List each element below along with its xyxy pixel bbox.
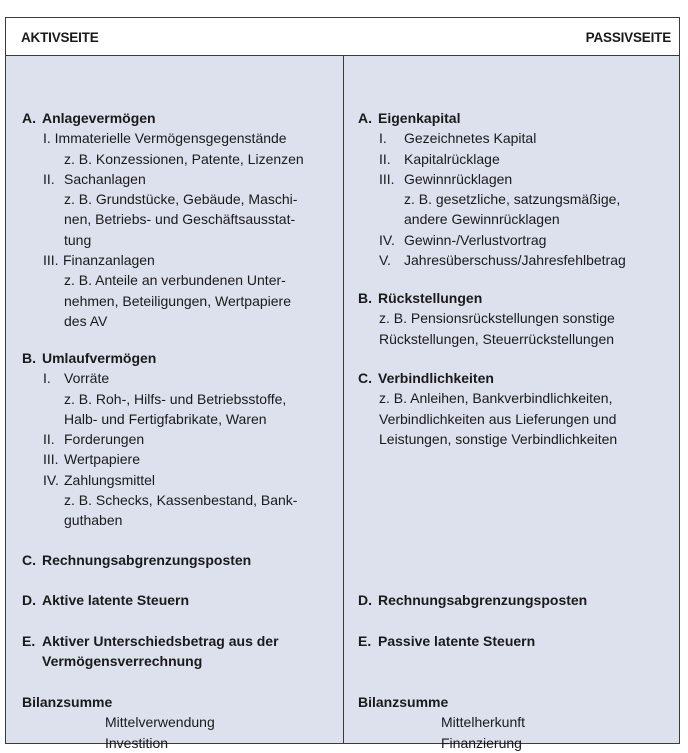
column-divider (343, 56, 344, 743)
investition-text: Investition (105, 734, 169, 751)
aktiv-section-b (22, 348, 337, 531)
list-item: I. Gezeichnetes Kapital (379, 130, 537, 147)
example-text: Verbindlichkeiten aus Lieferungen und (379, 410, 617, 427)
section-title: D. Aktive latente Steuern (22, 592, 190, 608)
aktiv-section-a (22, 108, 337, 331)
table-header (6, 18, 679, 56)
list-item: I. Vorräte (43, 370, 110, 387)
example-text: z. B. gesetzliche, satzungsmäßige, (404, 191, 621, 208)
mittelherkunft-text: Mittelherkunft (441, 714, 526, 731)
section-title: B. Umlaufvermögen (22, 350, 157, 366)
mittelverwendung-text: Mittelverwendung (105, 714, 215, 731)
section-title: D. Rechnungsabgrenzungsposten (358, 592, 588, 608)
list-item: III. Wertpapiere (43, 451, 141, 468)
example-text: z. B. Pensionsrückstellungen sonstige (379, 310, 615, 327)
list-item: I. Immaterielle Vermögensgegenstände (43, 130, 287, 147)
list-item: III. Gewinnrücklagen (379, 170, 513, 187)
passiv-section-e (358, 631, 678, 651)
example-text: Halb- und Fertigfabrikate, Waren (64, 410, 267, 427)
section-title: E. Aktiver Unterschiedsbetrag aus der (22, 633, 279, 649)
finanzierung-text: Finanzierung (441, 734, 522, 751)
section-title-cont: Vermögensverrechnung (42, 653, 203, 670)
header-aktivseite: AKTIVSEITE (21, 30, 99, 45)
list-item: II. Forderungen (43, 431, 145, 448)
section-title: B. Rückstellungen (358, 290, 483, 306)
list-item: III. Finanzanlagen (43, 252, 155, 269)
aktiv-section-e (22, 631, 337, 672)
example-text: guthaben (64, 512, 123, 529)
section-title: C. Verbindlichkeiten (358, 370, 494, 386)
passiv-section-d (358, 590, 678, 610)
bilanzsumme-label: Bilanzsumme (22, 694, 113, 710)
aktiv-bilanzsumme (22, 692, 337, 753)
section-title: A. Eigenkapital (358, 110, 461, 126)
example-text: z. B. Roh-, Hilfs- und Betriebsstoffe, (64, 390, 287, 407)
passiv-section-a (358, 108, 678, 270)
example-text: Rückstellungen, Steuerrückstellungen (379, 330, 615, 347)
example-text: Leistungen, sonstige Verbindlichkeiten (379, 430, 618, 447)
example-text: nehmen, Beteiligungen, Wertpapiere (64, 292, 292, 309)
example-text: z. B. Anleihen, Bankverbindlichkeiten, (379, 390, 613, 407)
list-item: IV. Gewinn-/Verlustvortrag (379, 231, 547, 248)
balance-sheet-table (5, 17, 680, 751)
example-text: z. B. Schecks, Kassenbestand, Bank- (64, 492, 298, 509)
example-text: tung (64, 231, 92, 248)
section-title: E. Passive latente Steuern (358, 633, 536, 649)
example-text: z. B. Anteile an verbundenen Unter- (64, 272, 286, 289)
list-item: V. Jahresüberschuss/Jahresfehlbetrag (379, 252, 626, 269)
example-text: andere Gewinnrücklagen (404, 211, 560, 228)
section-title: C. Rechnungsabgrenzungsposten (22, 552, 252, 568)
example-text: z. B. Grundstücke, Gebäude, Maschi- (64, 191, 298, 208)
header-passivseite: PASSIVSEITE (585, 30, 671, 45)
example-text: nen, Betriebs- und Geschäftsausstat- (64, 211, 296, 228)
list-item: IV. Zahlungsmittel (43, 471, 156, 488)
passiv-section-b (358, 288, 678, 349)
example-text: des AV (64, 312, 108, 329)
example-text: z. B. Konzessionen, Patente, Lizenzen (64, 150, 304, 167)
passiv-section-c (358, 368, 678, 449)
aktiv-section-d (22, 590, 337, 610)
bilanzsumme-label: Bilanzsumme (358, 694, 449, 710)
aktiv-section-c (22, 550, 337, 570)
passiv-bilanzsumme (358, 692, 678, 753)
section-title: A. Anlagevermögen (22, 110, 156, 126)
list-item: II. Kapitalrücklage (379, 150, 500, 167)
list-item: II. Sachanlagen (43, 170, 146, 187)
